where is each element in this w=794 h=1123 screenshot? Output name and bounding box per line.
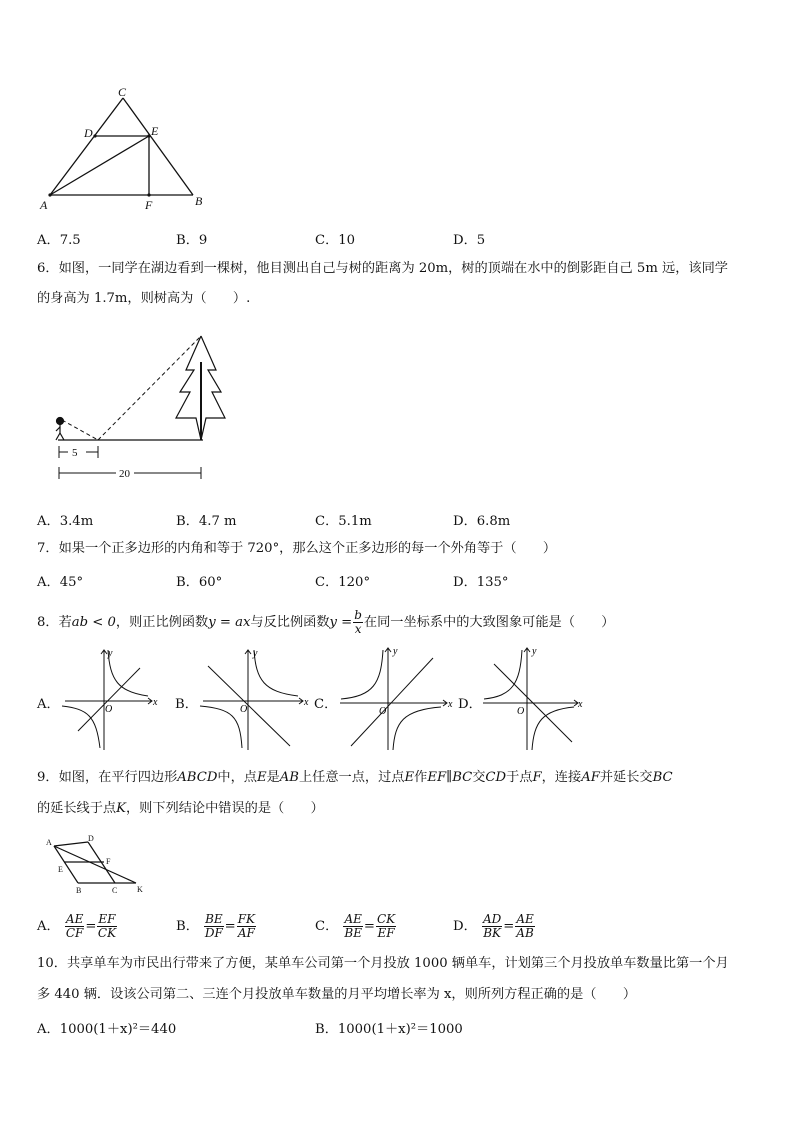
svg-text:x: x [578,699,583,710]
svg-text:O: O [240,704,248,715]
q5-option-b[interactable]: B．9 [176,233,208,248]
q9-question-line2: 的延长线于点K，则下列结论中错误的是（ ） [37,801,324,816]
q6-option-c[interactable]: C．5.1m [315,514,372,529]
q9-parallelogram-figure [40,832,150,897]
q9-option-a[interactable]: A． $\frac{AE}{CF}$ = $\frac{EF}{CK}$ [37,912,117,940]
svg-text:x: x [304,697,309,708]
label-b: B [195,194,203,208]
q8-option-d[interactable]: D． [458,697,482,712]
q5-triangle-figure [30,82,220,217]
svg-text:y: y [253,648,258,659]
q10-question-line2: 多 440 辆．设该公司第二、三连个月投放单车数量的月平均增长率为 x，则所列方程正确的是（ ） [37,987,637,1002]
q8-graph-a[interactable] [60,646,160,752]
svg-text:x: x [153,697,158,708]
svg-text:O: O [105,704,113,715]
label-c: C [118,85,127,99]
svg-text:O: O [517,706,525,717]
q5-option-c[interactable]: C．10 [315,233,356,248]
q8-option-a[interactable]: A． [37,697,60,712]
svg-text:F: F [106,857,111,866]
dim-20-label: 20 [119,468,130,480]
q5-option-a[interactable]: A．7.5 [37,233,81,248]
q6-option-a[interactable]: A．3.4m [37,514,94,529]
q10-option-b[interactable]: B．1000(1＋x)²＝1000 [315,1022,463,1037]
q7-option-d[interactable]: D．135° [453,575,509,590]
q7-question-line1: 7．如果一个正多边形的内角和等于 720°，那么这个正多边形的每一个外角等于（ ） [37,541,557,556]
q9-option-b[interactable]: B． $\frac{BE}{DF}$ = $\frac{FK}{AF}$ [176,912,256,940]
q7-option-c[interactable]: C．120° [315,575,371,590]
svg-text:E: E [58,865,63,874]
svg-text:x: x [448,699,453,710]
q6-question-line2: 的身高为 1.7m，则树高为（ ）. [37,291,251,306]
q10-question-line1: 10．共享单车为市民出行带来了方便，某单车公司第一个月投放 1000 辆单车，计划第三个月投放单车数量比第一个月 [37,956,729,971]
q10-option-a[interactable]: A．1000(1＋x)²＝440 [37,1022,177,1037]
label-a: A [40,198,48,212]
q7-option-a[interactable]: A．45° [37,575,84,590]
q6-question-line1: 6．如图，一同学在湖边看到一棵树，他目测出自己与树的距离为 20m，树的顶端在水中的倒影距自己 5m 远，该同学 [37,261,728,276]
q7-option-b[interactable]: B．60° [176,575,223,590]
label-e: E [151,124,159,138]
q8-question-line1: 8．若ab < 0，则正比例函数y = ax与反比例函数y = $\frac{b}{x}$ 在同一坐标系中的大致图象可能是（ ） [37,608,615,636]
q8-graph-c[interactable] [337,644,457,752]
q6-option-b[interactable]: B．4.7 m [176,514,237,529]
q8-graph-b[interactable] [198,646,313,752]
svg-text:B: B [76,886,82,895]
q8-graph-d[interactable] [480,644,590,752]
svg-text:K: K [137,885,143,894]
q5-option-d[interactable]: D．5 [453,233,486,248]
svg-text:D: D [88,834,94,843]
label-d: D [84,126,93,140]
label-f: F [145,198,153,212]
q6-option-d[interactable]: D．6.8m [453,514,511,529]
svg-text:y: y [532,646,537,657]
q9-option-d[interactable]: D． $\frac{AD}{BK}$ = $\frac{AE}{AB}$ [453,912,534,940]
svg-text:C: C [112,886,118,895]
dim-5-label: 5 [72,447,78,459]
svg-text:A: A [46,838,52,847]
svg-text:y: y [393,646,398,657]
svg-text:O: O [379,706,387,717]
q9-option-c[interactable]: C． $\frac{AE}{BE}$ = $\frac{CK}{EF}$ [315,912,396,940]
q8-option-b[interactable]: B． [175,697,198,712]
q9-question-line1: 9．如图，在平行四边形ABCD中，点E是AB上任意一点，过点E作EF∥BC交CD于点F，连接AF并延长交BC [37,770,673,785]
q8-option-c[interactable]: C． [314,697,338,712]
q6-tree-figure [48,330,228,482]
svg-text:y: y [108,648,113,659]
fraction-b-over-x: $\frac{b}{x}$ [354,608,362,636]
